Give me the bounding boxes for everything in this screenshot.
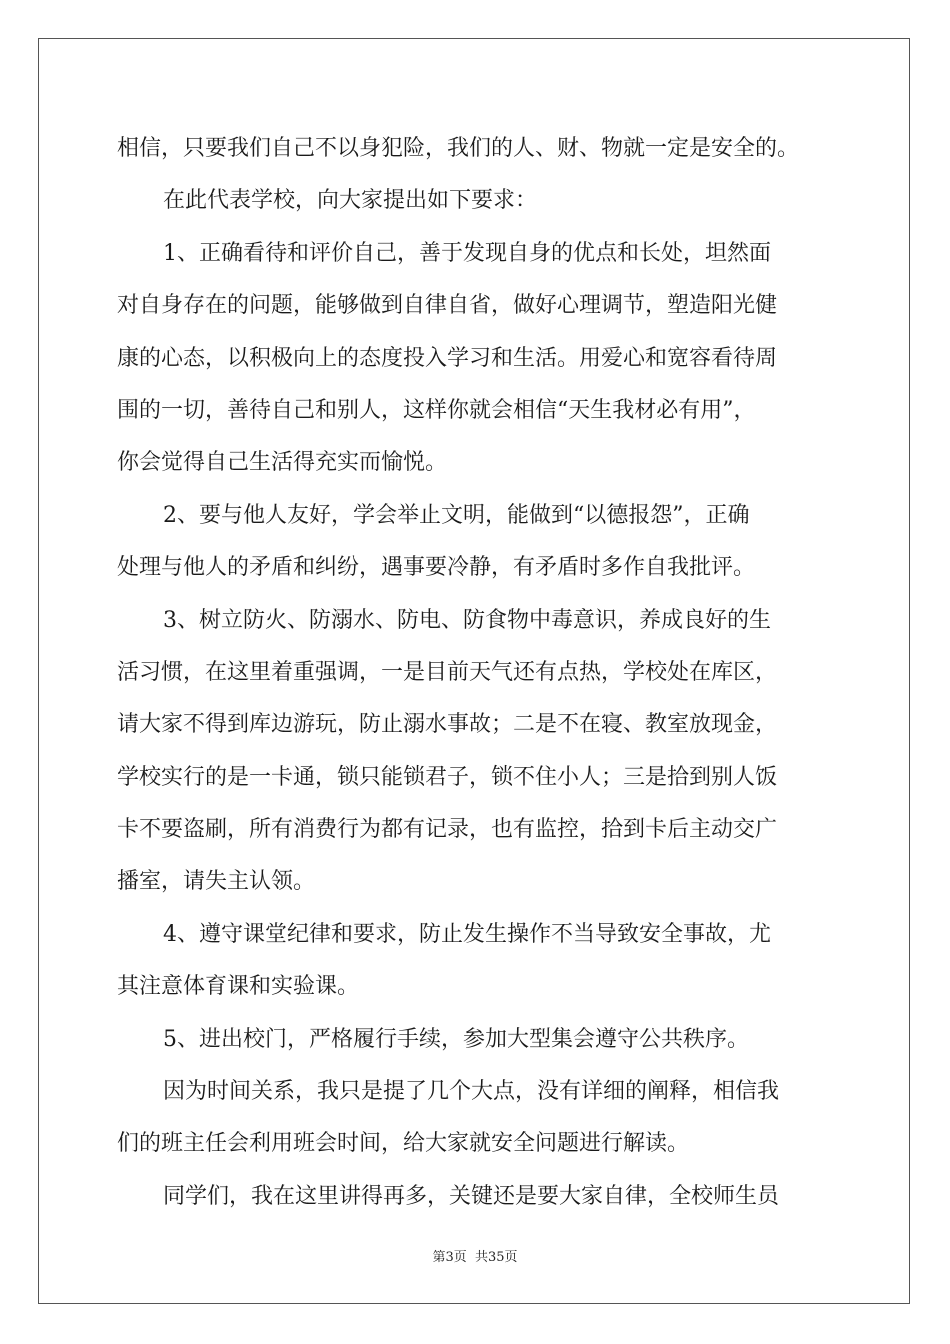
text-line: 4、遵守课堂纪律和要求，防止发生操作不当导致安全事故，尤 — [163, 921, 771, 947]
text-line: 因为时间关系，我只是提了几个大点，没有详细的阐释，相信我 — [163, 1079, 780, 1105]
text-line: 活习惯，在这里着重强调，一是目前天气还有点热，学校处在库区， — [117, 659, 778, 685]
text-line: 2、要与他人友好，学会举止文明，能做到“以德报怨”，正确 — [163, 502, 750, 528]
page-number: 第3页 — [432, 1250, 467, 1265]
text-line: 3、树立防火、防溺水、防电、防食物中毒意识，养成良好的生 — [163, 607, 771, 633]
text-line: 其注意体育课和实验课。 — [117, 974, 360, 1000]
page-total: 共35页 — [474, 1250, 518, 1265]
text-line: 在此代表学校，向大家提出如下要求： — [163, 188, 538, 214]
text-line: 同学们，我在这里讲得再多，关键还是要大家自律，全校师生员 — [163, 1183, 780, 1209]
text-line: 1、正确看待和评价自己，善于发现自身的优点和长处，坦然面 — [163, 240, 771, 266]
text-line: 卡不要盗刷，所有消费行为都有记录，也有监控，拾到卡后主动交广 — [117, 817, 778, 843]
text-line: 请大家不得到库边游玩，防止溺水事故；二是不在寝、教室放现金， — [117, 712, 778, 738]
text-line: 学校实行的是一卡通，锁只能锁君子，锁不住小人；三是拾到别人饭 — [117, 764, 778, 790]
text-line: 康的心态，以积极向上的态度投入学习和生活。用爱心和宽容看待周 — [117, 345, 778, 371]
text-line: 你会觉得自己生活得充实而愉悦。 — [117, 450, 448, 476]
text-line: 播室，请失主认领。 — [117, 869, 316, 895]
page-footer — [0, 1246, 950, 1265]
text-line: 对自身存在的问题，能够做到自律自省，做好心理调节，塑造阳光健 — [117, 293, 778, 319]
text-line: 围的一切，善待自己和别人，这样你就会相信“天生我材必有用”， — [117, 397, 756, 423]
text-line: 5、进出校门，严格履行手续，参加大型集会遵守公共秩序。 — [163, 1026, 749, 1052]
text-line: 处理与他人的矛盾和纠纷，遇事要冷静，有矛盾时多作自我批评。 — [117, 555, 756, 581]
document-body — [117, 123, 847, 1223]
text-line: 相信，只要我们自己不以身犯险，我们的人、财、物就一定是安全的。 — [117, 136, 800, 161]
text-line: 们的班主任会利用班会时间，给大家就安全问题进行解读。 — [117, 1131, 690, 1157]
